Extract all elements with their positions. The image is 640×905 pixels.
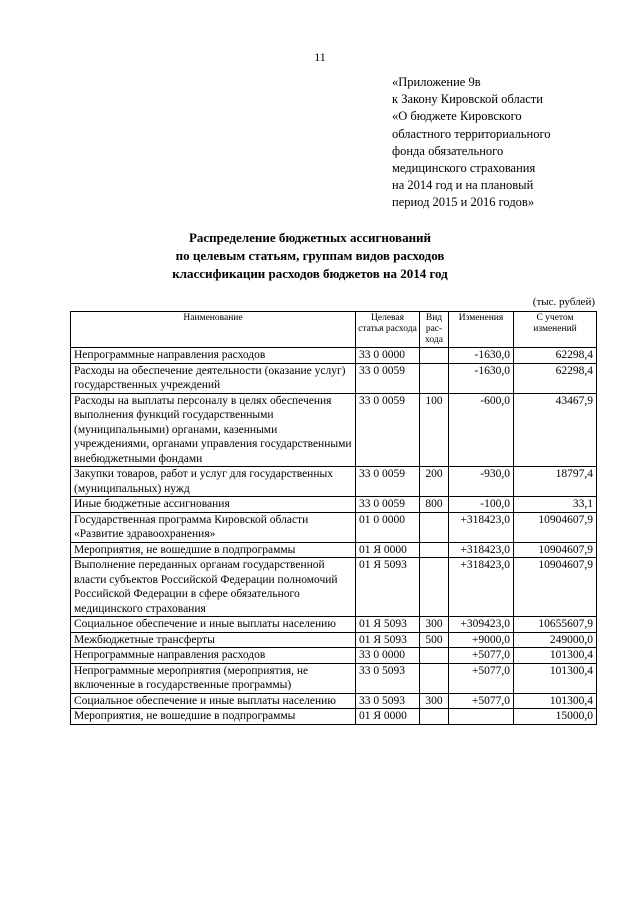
cell-name: Расходы на выплаты персоналу в целях обеспечения выполнения функций государственными (муниципальными) органами, казенными учреждениями, органами управления государственными внебюджетными фондами bbox=[71, 393, 356, 467]
cell-total: 33,1 bbox=[514, 497, 597, 513]
document-title bbox=[60, 229, 560, 283]
table-row bbox=[71, 542, 597, 558]
cell-vid: 300 bbox=[420, 617, 449, 633]
table-row bbox=[71, 512, 597, 542]
header-name: Наименование bbox=[71, 312, 356, 348]
table-row bbox=[71, 467, 597, 497]
cell-name: Непрограммные направления расходов bbox=[71, 648, 356, 664]
cell-total: 10904607,9 bbox=[514, 542, 597, 558]
appendix-line: период 2015 и 2016 годов» bbox=[392, 195, 535, 210]
cell-vid bbox=[420, 709, 449, 725]
cell-name: Мероприятия, не вошедшие в подпрограммы bbox=[71, 542, 356, 558]
cell-vid bbox=[420, 363, 449, 393]
cell-total: 62298,4 bbox=[514, 363, 597, 393]
budget-table bbox=[70, 311, 597, 725]
appendix-line: медицинского страхования bbox=[392, 161, 536, 176]
cell-code: 01 Я 5093 bbox=[356, 558, 420, 617]
header-change: Изменения bbox=[449, 312, 514, 348]
cell-name: Непрограммные направления расходов bbox=[71, 348, 356, 364]
cell-name: Иные бюджетные ассигнования bbox=[71, 497, 356, 513]
cell-code: 01 0 0000 bbox=[356, 512, 420, 542]
cell-total: 101300,4 bbox=[514, 648, 597, 664]
table-row bbox=[71, 558, 597, 617]
cell-change: -1630,0 bbox=[449, 363, 514, 393]
cell-vid bbox=[420, 512, 449, 542]
appendix-line: областного территориального bbox=[392, 126, 551, 141]
cell-change: -930,0 bbox=[449, 467, 514, 497]
cell-code: 33 0 0059 bbox=[356, 497, 420, 513]
cell-code: 01 Я 5093 bbox=[356, 617, 420, 633]
appendix-line: «О бюджете Кировского bbox=[392, 109, 522, 124]
cell-name: Государственная программа Кировской области «Развитие здравоохранения» bbox=[71, 512, 356, 542]
cell-total: 10904607,9 bbox=[514, 558, 597, 617]
header-code: Целевая статья расхода bbox=[356, 312, 420, 348]
cell-total: 18797,4 bbox=[514, 467, 597, 497]
cell-change: +309423,0 bbox=[449, 617, 514, 633]
appendix-line: к Закону Кировской области bbox=[392, 92, 543, 107]
cell-name: Расходы на обеспечение деятельности (оказание услуг) государственных учреждений bbox=[71, 363, 356, 393]
cell-vid: 500 bbox=[420, 632, 449, 648]
table-row bbox=[71, 709, 597, 725]
title-line: Распределение бюджетных ассигнований bbox=[188, 230, 432, 245]
cell-change bbox=[449, 709, 514, 725]
table-row bbox=[71, 693, 597, 709]
cell-change: -1630,0 bbox=[449, 348, 514, 364]
cell-name: Мероприятия, не вошедшие в подпрограммы bbox=[71, 709, 356, 725]
cell-change: -100,0 bbox=[449, 497, 514, 513]
cell-vid: 200 bbox=[420, 467, 449, 497]
cell-change: +318423,0 bbox=[449, 542, 514, 558]
cell-code: 01 Я 0000 bbox=[356, 542, 420, 558]
cell-change: +9000,0 bbox=[449, 632, 514, 648]
header-total: С учетом изменений bbox=[514, 312, 597, 348]
cell-change: +5077,0 bbox=[449, 693, 514, 709]
cell-total: 101300,4 bbox=[514, 663, 597, 693]
cell-total: 43467,9 bbox=[514, 393, 597, 467]
cell-vid bbox=[420, 348, 449, 364]
cell-vid bbox=[420, 542, 449, 558]
cell-code: 33 0 0000 bbox=[356, 348, 420, 364]
cell-name: Социальное обеспечение и иные выплаты населению bbox=[71, 617, 356, 633]
cell-code: 33 0 5093 bbox=[356, 663, 420, 693]
cell-change: -600,0 bbox=[449, 393, 514, 467]
table-row bbox=[71, 393, 597, 467]
table-body bbox=[71, 348, 597, 725]
cell-change: +318423,0 bbox=[449, 558, 514, 617]
cell-code: 33 0 0000 bbox=[356, 648, 420, 664]
cell-code: 33 0 0059 bbox=[356, 363, 420, 393]
appendix-line: фонда обязательного bbox=[392, 143, 504, 158]
appendix-line: «Приложение 9в bbox=[392, 75, 481, 89]
title-line: классификации расходов бюджетов на 2014 год bbox=[172, 266, 448, 281]
cell-vid: 100 bbox=[420, 393, 449, 467]
cell-name: Выполнение переданных органам государственной власти субъектов Российской Федерации полномочий Российской Федерации в сфере обязательного медицинского страхования bbox=[71, 558, 356, 617]
page-number: 11 bbox=[314, 50, 326, 64]
cell-code: 33 0 0059 bbox=[356, 393, 420, 467]
cell-change: +5077,0 bbox=[449, 663, 514, 693]
title-line: по целевым статьям, группам видов расходов bbox=[175, 248, 445, 263]
table-row bbox=[71, 632, 597, 648]
cell-name: Закупки товаров, работ и услуг для государственных (муниципальных) нужд bbox=[71, 467, 356, 497]
cell-change: +318423,0 bbox=[449, 512, 514, 542]
appendix-line: на 2014 год и на плановый bbox=[392, 178, 534, 193]
header-vid: Вид рас-хода bbox=[420, 312, 449, 348]
cell-change: +5077,0 bbox=[449, 648, 514, 664]
cell-code: 01 Я 0000 bbox=[356, 709, 420, 725]
cell-vid bbox=[420, 558, 449, 617]
table-row bbox=[71, 663, 597, 693]
unit-label: (тыс. рублей) bbox=[532, 296, 595, 308]
cell-code: 33 0 0059 bbox=[356, 467, 420, 497]
appendix-reference bbox=[392, 74, 622, 212]
cell-vid bbox=[420, 663, 449, 693]
cell-code: 33 0 5093 bbox=[356, 693, 420, 709]
table-row bbox=[71, 648, 597, 664]
cell-total: 10655607,9 bbox=[514, 617, 597, 633]
table-row bbox=[71, 363, 597, 393]
cell-name: Межбюджетные трансферты bbox=[71, 632, 356, 648]
cell-total: 249000,0 bbox=[514, 632, 597, 648]
cell-vid: 300 bbox=[420, 693, 449, 709]
table-row bbox=[71, 348, 597, 364]
cell-name: Социальное обеспечение и иные выплаты населению bbox=[71, 693, 356, 709]
cell-vid bbox=[420, 648, 449, 664]
table-row bbox=[71, 497, 597, 513]
cell-code: 01 Я 5093 bbox=[356, 632, 420, 648]
cell-total: 15000,0 bbox=[514, 709, 597, 725]
table-header-row bbox=[71, 312, 597, 348]
cell-total: 101300,4 bbox=[514, 693, 597, 709]
cell-total: 62298,4 bbox=[514, 348, 597, 364]
cell-total: 10904607,9 bbox=[514, 512, 597, 542]
cell-name: Непрограммные мероприятия (мероприятия, не включенные в государственные программы) bbox=[71, 663, 356, 693]
cell-vid: 800 bbox=[420, 497, 449, 513]
table-row bbox=[71, 617, 597, 633]
